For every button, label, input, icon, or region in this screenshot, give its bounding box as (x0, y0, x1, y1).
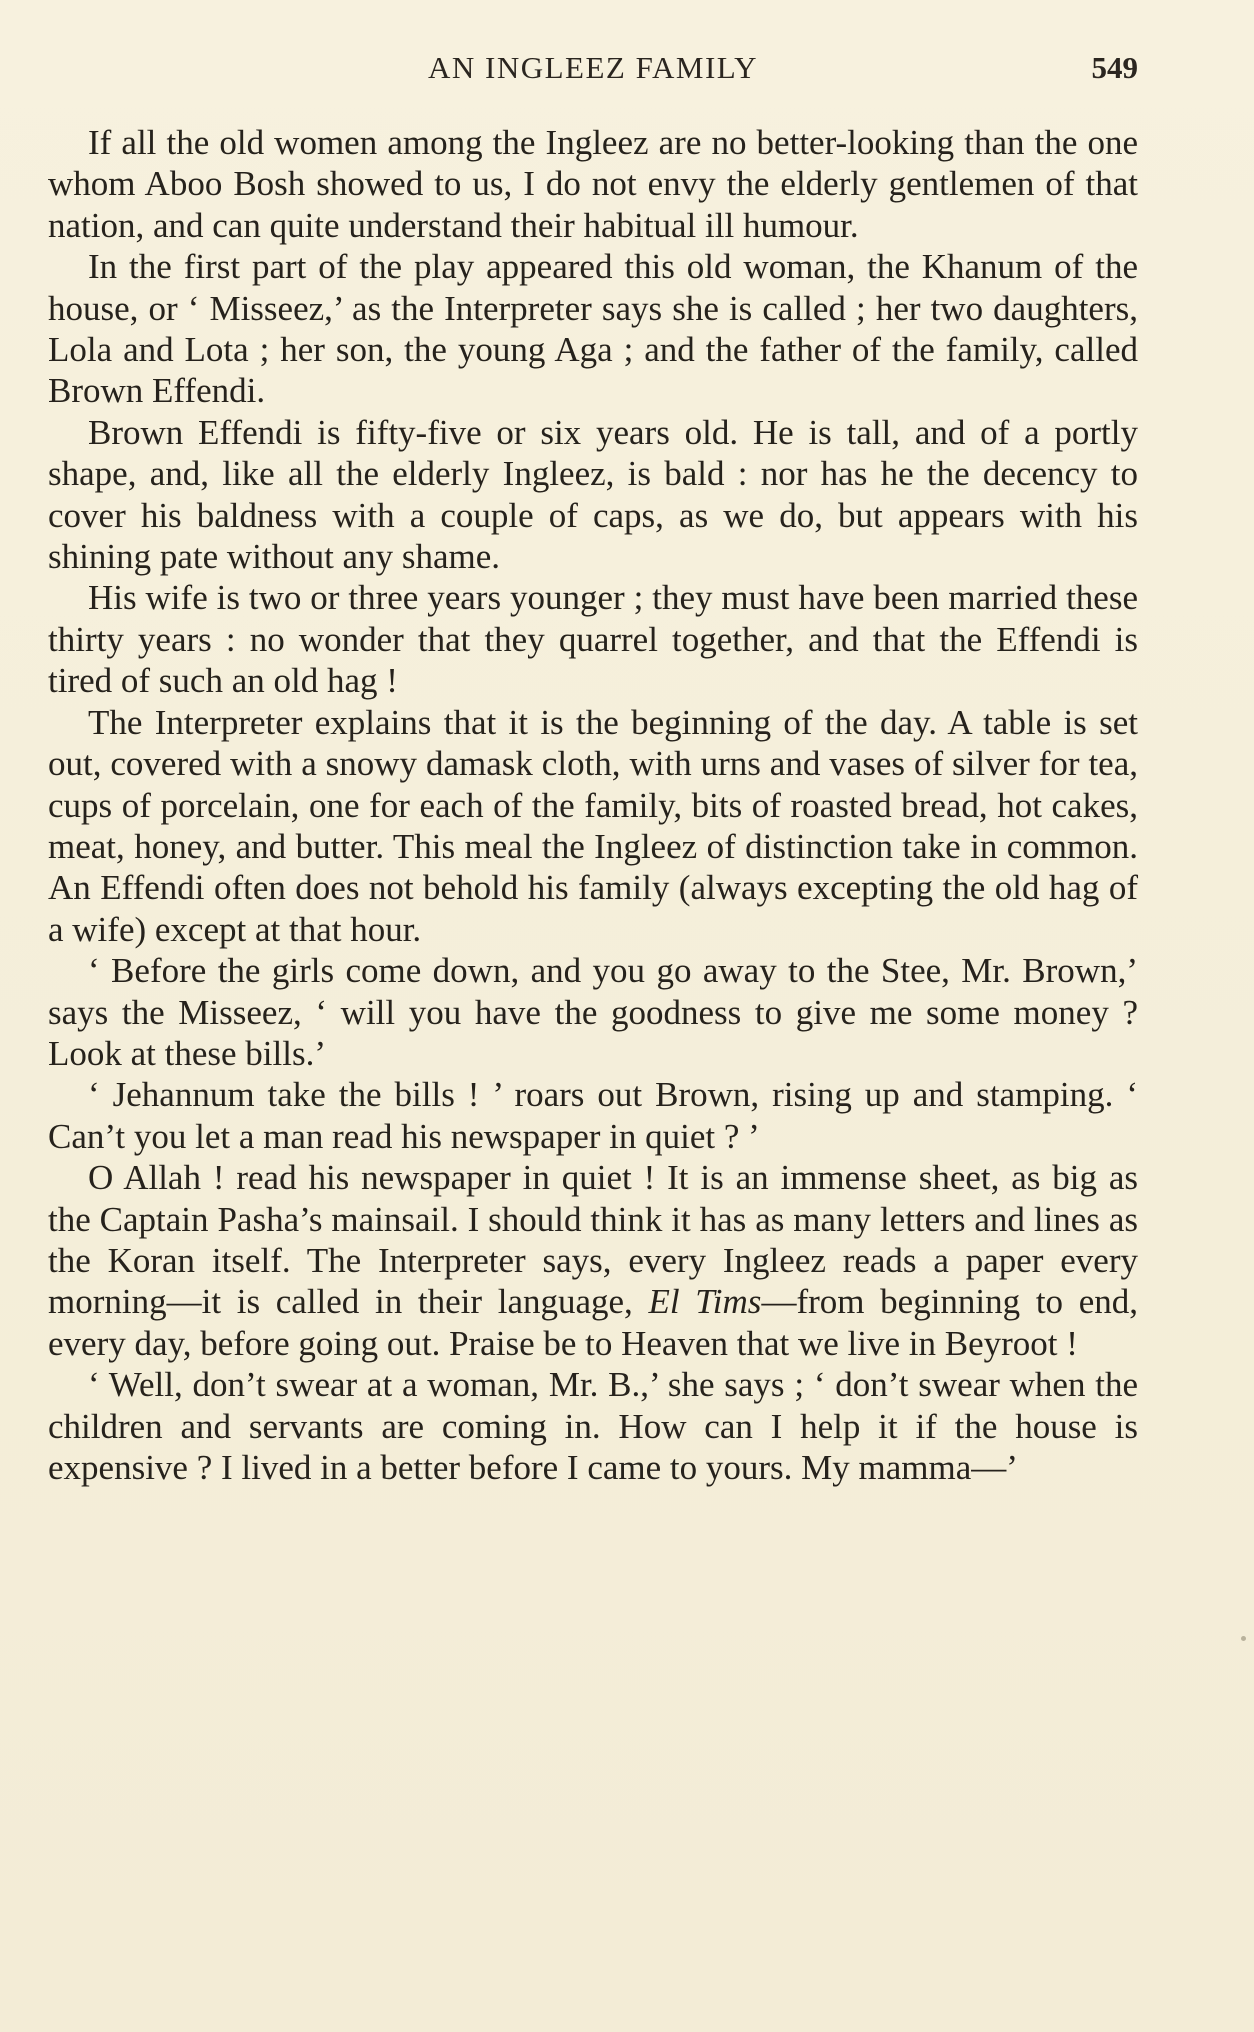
paragraph-9: ‘ Well, don’t swear at a woman, Mr. B.,’ she says ; ‘ don’t swear when the children and servants are coming in. How can I help it if the house is expensive ? I lived in a better before I came to yours. My mamma—’ (48, 1365, 1138, 1487)
paragraph-5: The Interpreter explains that it is the beginning of the day. A table is set out, covered with a snowy damask cloth, with urns and vases of silver for tea, cups of porcelain, one for each of the family, bits of roasted bread, hot cakes, meat, honey, and butter. This meal the Ingleez of distinction take in common. An Effendi often does not behold his family (always excepting the old hag of a wife) except at that hour. (48, 702, 1138, 949)
newspaper-title: El Tims (648, 1282, 762, 1322)
page-number: 549 (1091, 50, 1138, 85)
paragraph-8-text-b: —from beginning to end, every day, before going out. Praise be to Heaven that we live in Beyroot ! (48, 1282, 1139, 1363)
page-header (48, 50, 1138, 94)
paragraph-6: ‘ Before the girls come down, and you go away to the Stee, Mr. Brown,’ says the Misseez, ‘ will you have the goodness to give me some money ? Look at these bills.’ (48, 951, 1138, 1073)
paragraph-4: His wife is two or three years younger ; they must have been married these thirty years : no wonder that they quarrel together, and that the Effendi is tired of such an old hag ! (48, 578, 1138, 701)
running-head: AN INGLEEZ FAMILY (427, 50, 759, 85)
paragraph-8-text-a: O Allah ! read his newspaper in quiet ! It is an immense sheet, as big as the Captain Pasha’s mainsail. I should think it has as many letters and lines as the Koran itself. The Interpreter says, every Ingleez reads a paper every morning—it is called in their language, (48, 1158, 1138, 1322)
body-text (48, 122, 1138, 1488)
paragraph-2: In the first part of the play appeared this old woman, the Khanum of the house, or ‘ Misseez,’ as the Interpreter says she is called ; her two daughters, Lola and Lota ; her son, the young Aga ; and the father of the family, called Brown Effendi. (48, 247, 1138, 411)
paragraph-7: ‘ Jehannum take the bills ! ’ roars out Brown, rising up and stamping. ‘ Can’t you let a man read his newspaper in quiet ? ’ (48, 1075, 1138, 1156)
paragraph-8 (48, 1157, 1138, 1364)
margin-speck (1241, 1636, 1246, 1641)
paragraph-1: If all the old women among the Ingleez are no better-looking than the one whom Aboo Bosh showed to us, I do not envy the elderly gentlemen of that nation, and can quite understand their habitual ill humour. (48, 123, 1138, 245)
paragraph-3: Brown Effendi is fifty-five or six years old. He is tall, and of a portly shape, and, like all the elderly Ingleez, is bald : nor has he the decency to cover his baldness with a couple of caps, as we do, but appears with his shining pate without any shame. (48, 412, 1138, 577)
